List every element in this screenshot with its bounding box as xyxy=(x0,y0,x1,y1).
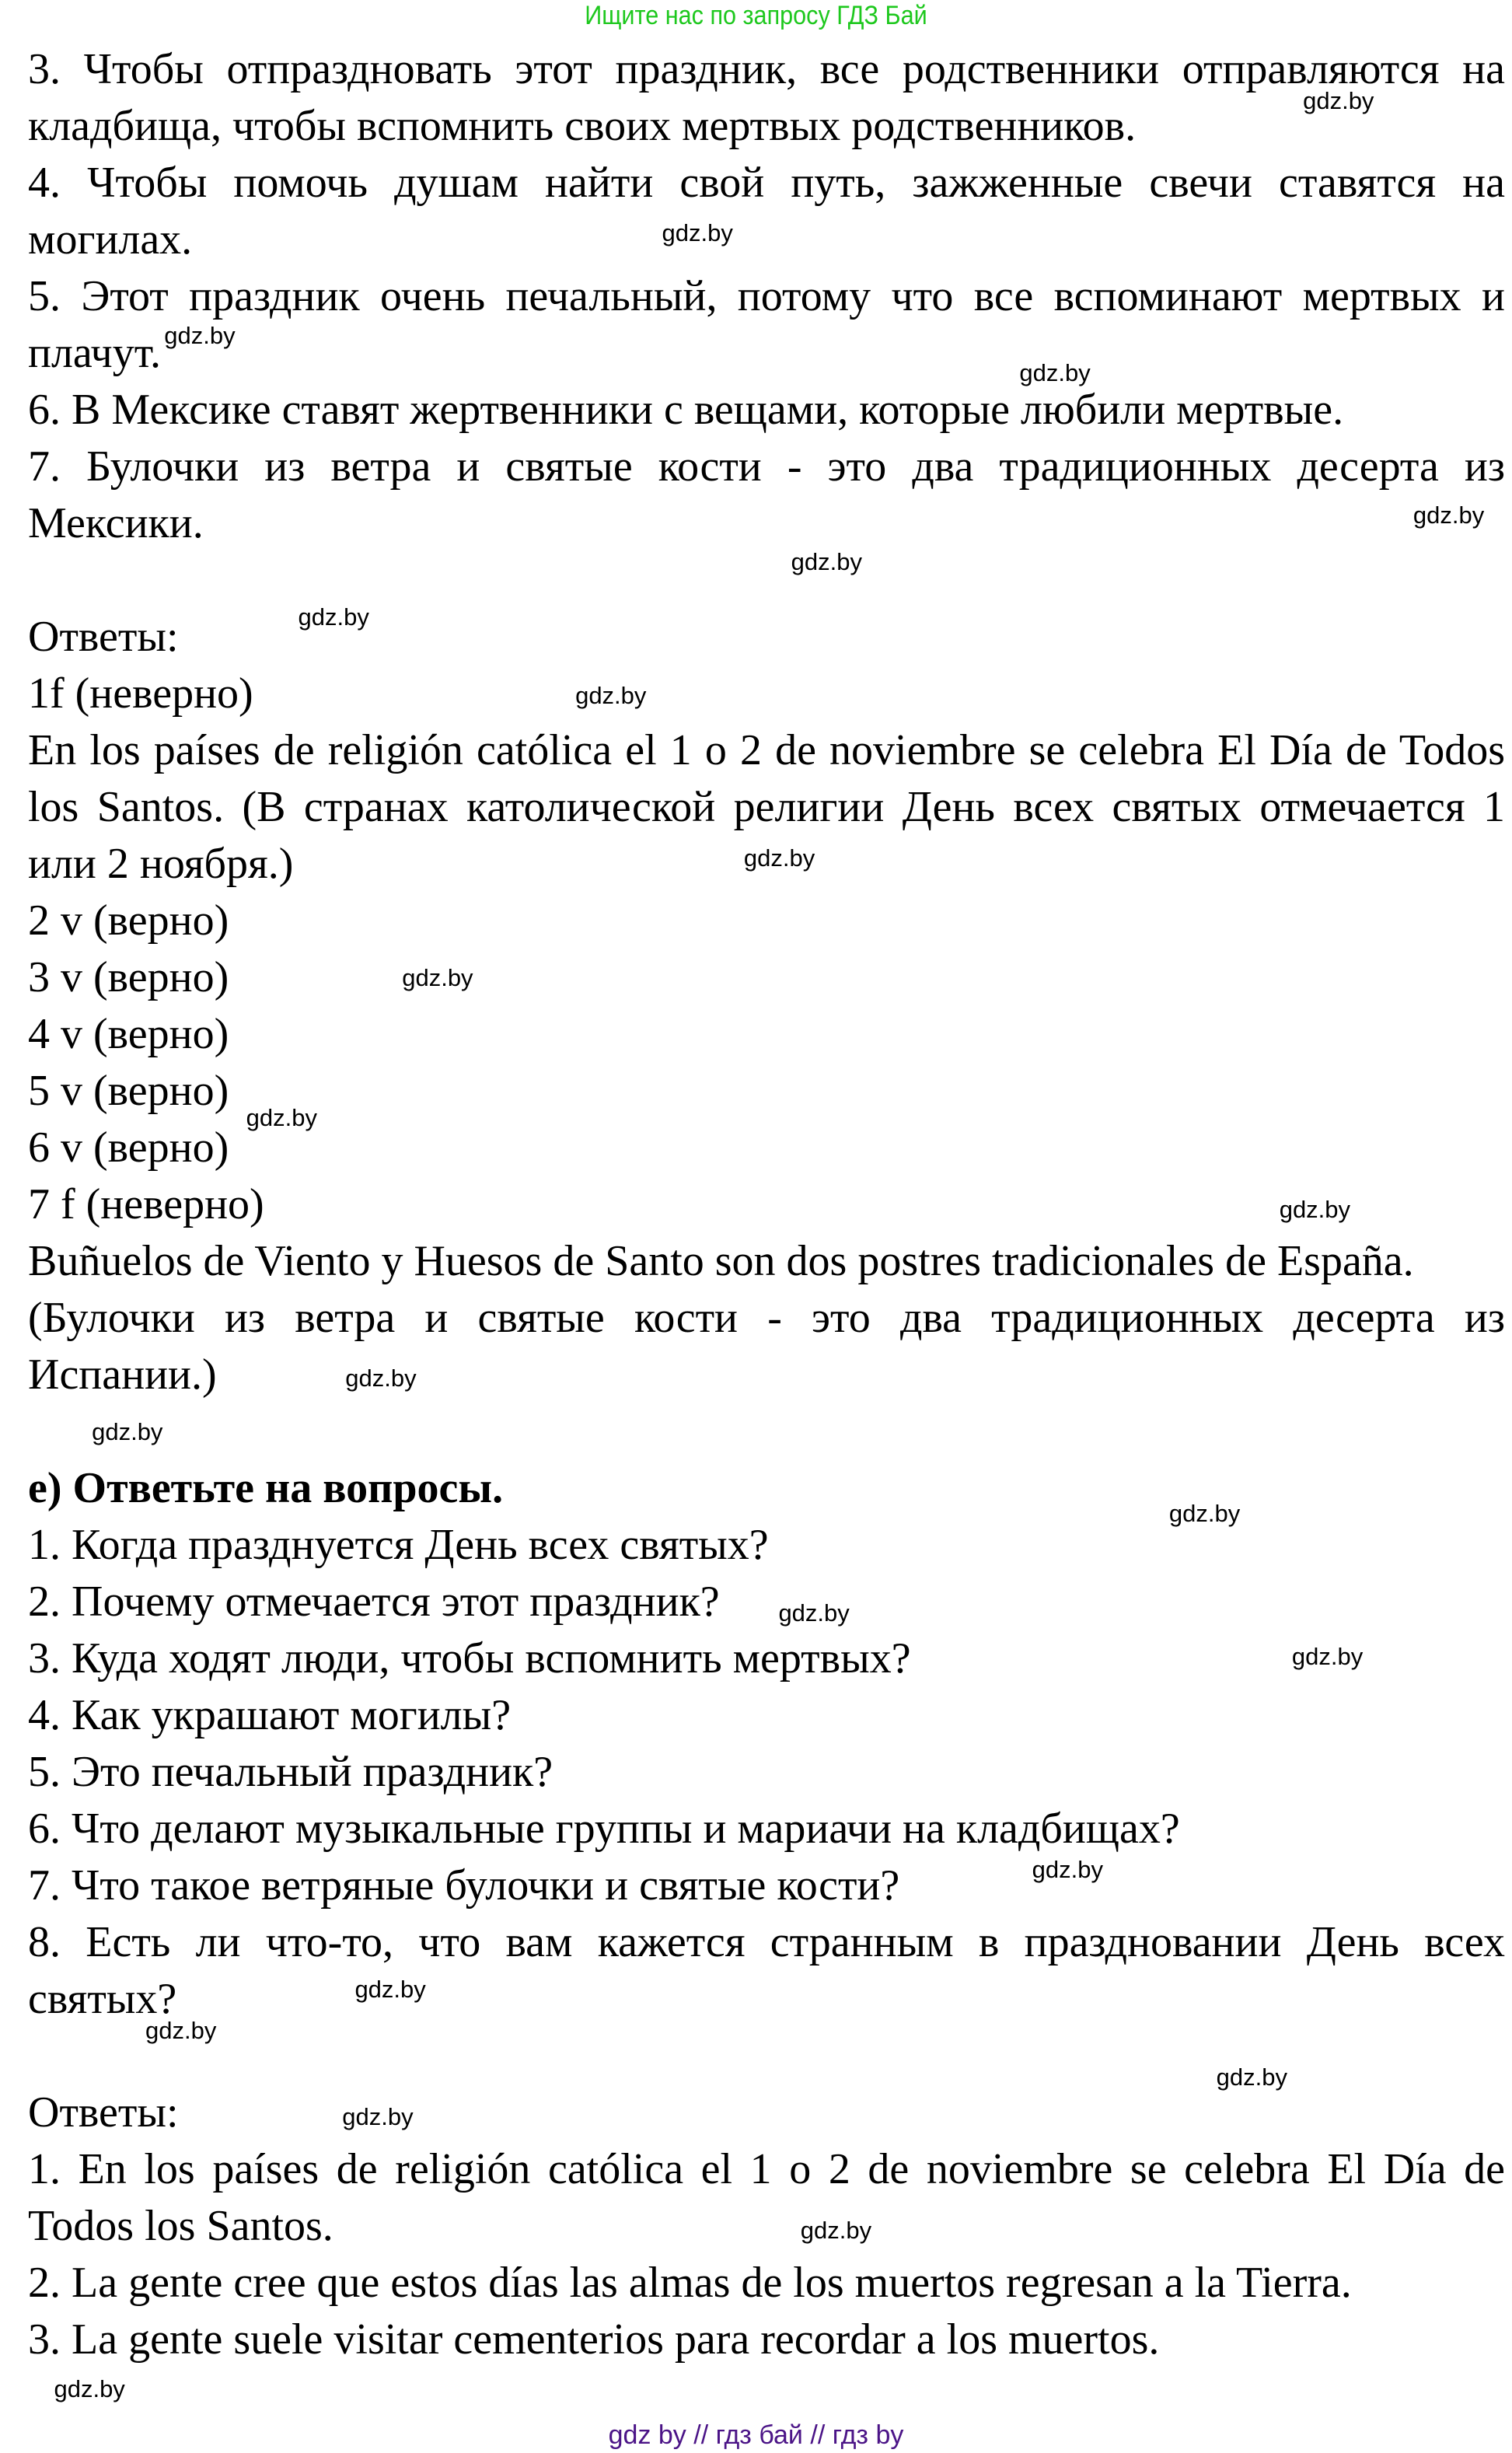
text-line: Buñuelos de Viento y Huesos de Santo son dos postres tradicionales de España. xyxy=(28,1237,1414,1285)
watermark: gdz.by xyxy=(1279,1195,1351,1223)
text-line: (Булочки из ветра и святые кости - это два традиционных десерта из xyxy=(28,1294,1505,1342)
watermark: gdz.by xyxy=(1168,1499,1241,1527)
text-line: 3 v (верно) xyxy=(28,953,229,1001)
text-line: 6. Что делают музыкальные группы и мариачи на кладбищах? xyxy=(28,1805,1180,1853)
text-line: Испании.) xyxy=(28,1351,217,1399)
text-line: 7. Булочки из ветра и святые кости - это два традиционных десерта из xyxy=(28,442,1505,491)
watermark: gdz.by xyxy=(1412,501,1485,529)
watermark: gdz.by xyxy=(145,2016,217,2044)
watermark: gdz.by xyxy=(1019,359,1091,387)
watermark: gdz.by xyxy=(342,2102,414,2130)
watermark: gdz.by xyxy=(246,1104,317,1132)
watermark: gdz.by xyxy=(298,603,369,631)
text-line xyxy=(28,552,1505,609)
watermark: gdz.by xyxy=(791,548,862,576)
header-banner: Ищите нас по запросу ГДЗ Бай xyxy=(585,1,927,30)
text-line: Ответы: xyxy=(28,2088,179,2137)
text-line: 4. Чтобы помочь душам найти свой путь, зажженные свечи ставятся на xyxy=(28,159,1505,207)
text-line: En los países de religión católica el 1 o 2 de noviembre se celebra El Día de Todos xyxy=(28,726,1505,774)
watermark: gdz.by xyxy=(1032,1855,1103,1883)
text-line: 1f (неверно) xyxy=(28,669,253,718)
text-line: 6. В Мексике ставят жертвенники с вещами, которые любили мертвые. xyxy=(28,386,1344,434)
text-line: 4. Как украшают могилы? xyxy=(28,1691,512,1739)
watermark: gdz.by xyxy=(402,964,473,992)
text-line: 7. Что такое ветряные булочки и святые кости? xyxy=(28,1861,900,1910)
watermark: gdz.by xyxy=(778,1599,850,1627)
text-line: 1. En los países de religión católica el 1 o 2 de noviembre se celebra El Día de xyxy=(28,2145,1505,2193)
watermark: gdz.by xyxy=(1291,1643,1364,1671)
text-line: 2. Почему отмечается этот праздник? xyxy=(28,1578,720,1626)
text-line: плачут. xyxy=(28,329,161,377)
watermark: gdz.by xyxy=(354,1975,426,2003)
text-line xyxy=(28,1403,1505,1460)
text-line: 8. Есть ли что-то, что вам кажется странным в праздновании День всех xyxy=(28,1918,1505,1966)
section-heading: e) Ответьте на вопросы. xyxy=(28,1464,504,1512)
watermark: gdz.by xyxy=(575,682,647,710)
text-line: 3. Куда ходят люди, чтобы вспомнить мертвых? xyxy=(28,1634,911,1683)
text-line: 3. Чтобы отпраздновать этот праздник, все родственники отправляются на xyxy=(28,45,1505,93)
text-line: 3. La gente suele visitar cementerios para recordar a los muertos. xyxy=(28,2315,1160,2364)
watermark: gdz.by xyxy=(743,844,815,872)
watermark: gdz.by xyxy=(1303,86,1374,114)
watermark: gdz.by xyxy=(662,218,733,246)
text-line: los Santos. (В странах католической религии День всех святых отмечается 1 xyxy=(28,783,1505,831)
text-line: или 2 ноября.) xyxy=(28,840,294,888)
text-line: 6 v (верно) xyxy=(28,1123,229,1172)
text-line: 5. Это печальный праздник? xyxy=(28,1748,553,1796)
text-line: 4 v (верно) xyxy=(28,1010,229,1058)
text-line: 5. Этот праздник очень печальный, потому что все вспоминают мертвых и xyxy=(28,272,1505,320)
watermark: gdz.by xyxy=(1216,2063,1287,2091)
watermark: gdz.by xyxy=(800,2216,872,2244)
text-line: Мексики. xyxy=(28,499,204,547)
footer-links[interactable]: gdz by // гдз бай // гдз by xyxy=(608,2420,904,2450)
text-line: 2 v (верно) xyxy=(28,896,229,945)
text-line: Todos los Santos. xyxy=(28,2202,333,2250)
text-line: кладбища, чтобы вспомнить своих мертвых родственников. xyxy=(28,102,1137,150)
text-line: 7 f (неверно) xyxy=(28,1180,264,1228)
watermark: gdz.by xyxy=(164,321,236,349)
text-line: святых? xyxy=(28,1975,177,2023)
text-line: 1. Когда празднуется День всех святых? xyxy=(28,1521,769,1569)
watermark: gdz.by xyxy=(92,1417,163,1445)
watermark: gdz.by xyxy=(345,1364,417,1392)
text-line: 5 v (верно) xyxy=(28,1067,229,1115)
text-line: Ответы: xyxy=(28,613,179,661)
watermark: gdz.by xyxy=(54,2375,125,2403)
text-line: 2. La gente cree que estos días las almas de los muertos regresan a la Tierra. xyxy=(28,2259,1352,2307)
text-line: могилах. xyxy=(28,215,193,264)
